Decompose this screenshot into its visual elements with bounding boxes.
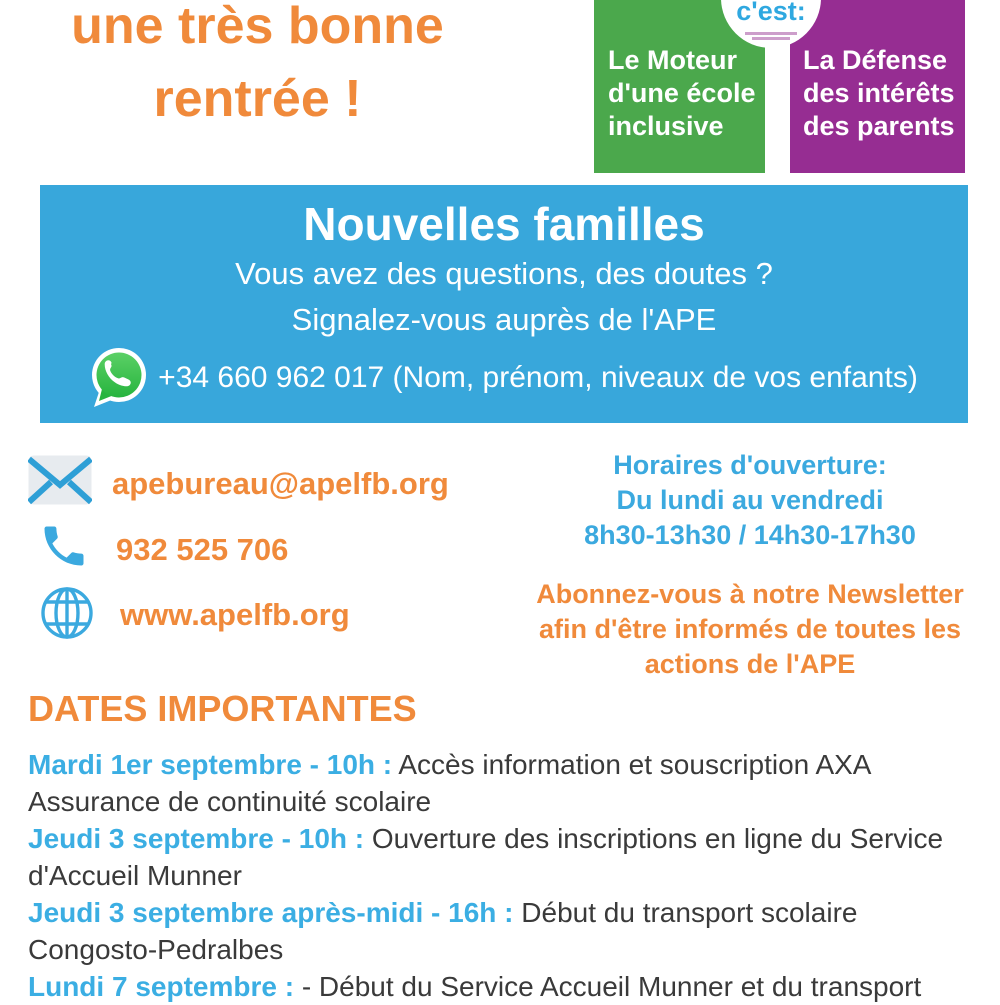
newsletter-line2: afin d'être informés de toutes les (538, 614, 962, 644)
bubble-label: c'est: (736, 0, 806, 26)
date-description: Début du transport scolaire Congosto-Pedralbes (28, 897, 858, 965)
date-entry (28, 820, 988, 894)
banner-title: Nouvelles familles (303, 198, 705, 250)
banner-instruction: Signalez-vous auprès de l'APE (291, 302, 717, 337)
logo-purple-line1: La Défense (803, 45, 948, 75)
date-entry (28, 968, 988, 1005)
logo-green-line3: inclusive (608, 111, 724, 141)
headline (0, 0, 515, 136)
date-description: Accès information et souscription AXA Assurance de continuité scolaire (28, 749, 870, 817)
mail-icon (28, 455, 92, 505)
hours-times: 8h30-13h30 / 14h30-17h30 (584, 520, 916, 550)
hours-days: Du lundi au vendredi (616, 485, 884, 515)
dates-heading: DATES IMPORTANTES (28, 688, 417, 729)
important-dates-section (28, 688, 988, 1005)
whatsapp-number: +34 660 962 017 (Nom, prénom, niveaux de vos enfants) (158, 361, 918, 394)
date-label: Mardi 1er septembre - 10h : (28, 749, 393, 780)
new-families-banner (40, 185, 968, 423)
globe-icon (40, 584, 94, 642)
logo-green-line1: Le Moteur (608, 45, 738, 75)
date-label: Jeudi 3 septembre - 10h : (28, 823, 365, 854)
phone-icon (38, 520, 90, 572)
date-entry (28, 746, 988, 820)
date-entry (28, 894, 988, 968)
date-description: Ouverture des inscriptions en ligne du Service d'Accueil Munner (28, 823, 944, 891)
logo-purple-line3: des parents (803, 111, 955, 141)
date-label: Jeudi 3 septembre après-midi - 16h : (28, 897, 514, 928)
phone-number: 932 525 706 (116, 532, 289, 567)
date-label: Lundi 7 septembre : (28, 971, 295, 1002)
newsletter-note (505, 577, 995, 682)
email-address: apebureau@apelfb.org (112, 466, 449, 501)
date-description: - Début du Service Accueil Munner et du transport (301, 971, 922, 1002)
info-column (505, 448, 995, 682)
banner-question: Vous avez des questions, des doutes ? (235, 256, 773, 291)
logo-green-line2: d'une école (608, 78, 756, 108)
bubble-fine-print (743, 30, 799, 42)
logo-purple-line2: des intérêts (803, 78, 955, 108)
whatsapp-icon (90, 347, 148, 409)
hours-title: Horaires d'ouverture: (613, 450, 887, 480)
newsletter-line3: actions de l'APE (644, 649, 856, 679)
website-url: www.apelfb.org (120, 597, 350, 632)
headline-line2: rentrée ! (153, 70, 362, 128)
newsletter-line1: Abonnez-vous à notre Newsletter (536, 579, 964, 609)
headline-line1: une très bonne (71, 0, 444, 55)
